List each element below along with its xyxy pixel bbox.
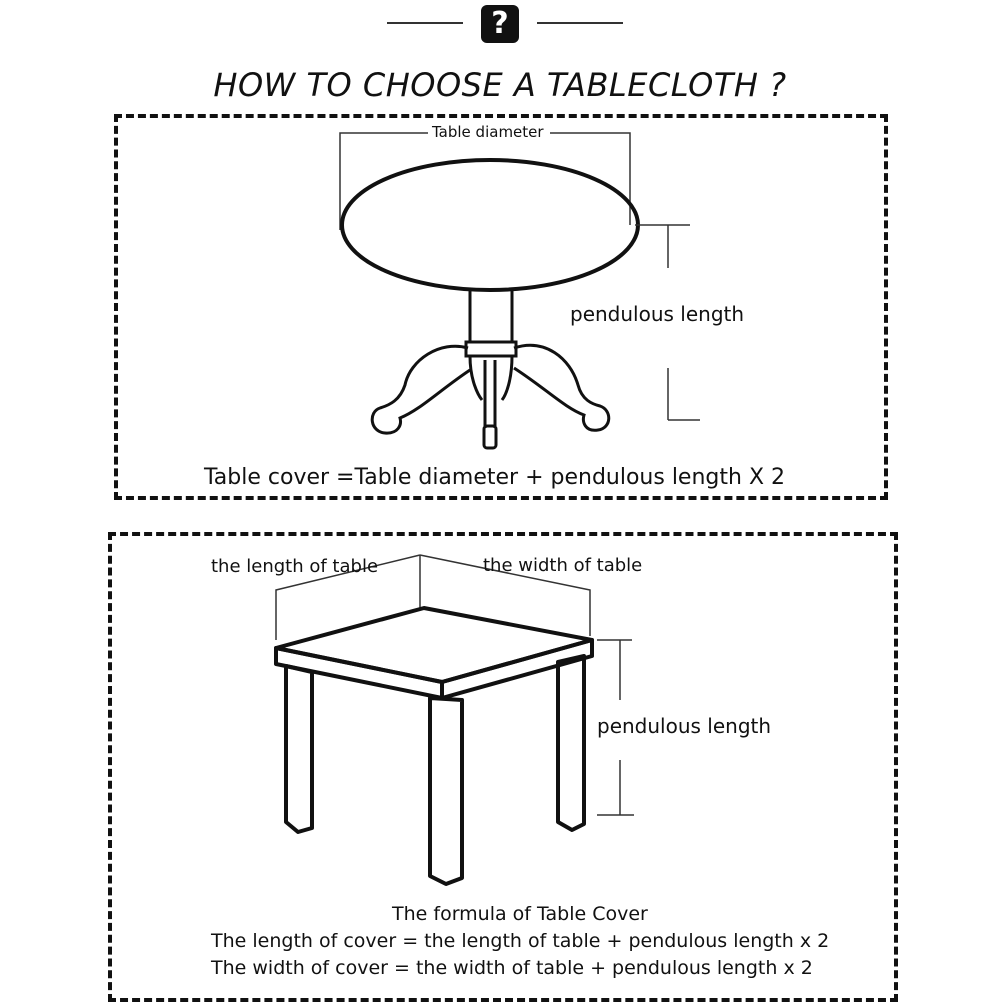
question-icon: ? [481,5,519,43]
table-width-label: the width of table [483,555,643,576]
square-pendulous-label: pendulous length [597,714,772,738]
formula-width: The width of cover = the width of table + pendulous length x 2 [211,957,813,979]
round-formula: Table cover =Table diameter + pendulous length X 2 [204,465,786,490]
page-title: HOW TO CHOOSE A TABLECLOTH ? [213,66,787,104]
table-length-label: the length of table [211,556,379,577]
formula-length: The length of cover = the length of table + pendulous length x 2 [211,930,830,952]
diameter-label: Table diameter [432,123,544,141]
formula-title: The formula of Table Cover [392,903,648,925]
round-pendulous-label: pendulous length [570,302,745,326]
